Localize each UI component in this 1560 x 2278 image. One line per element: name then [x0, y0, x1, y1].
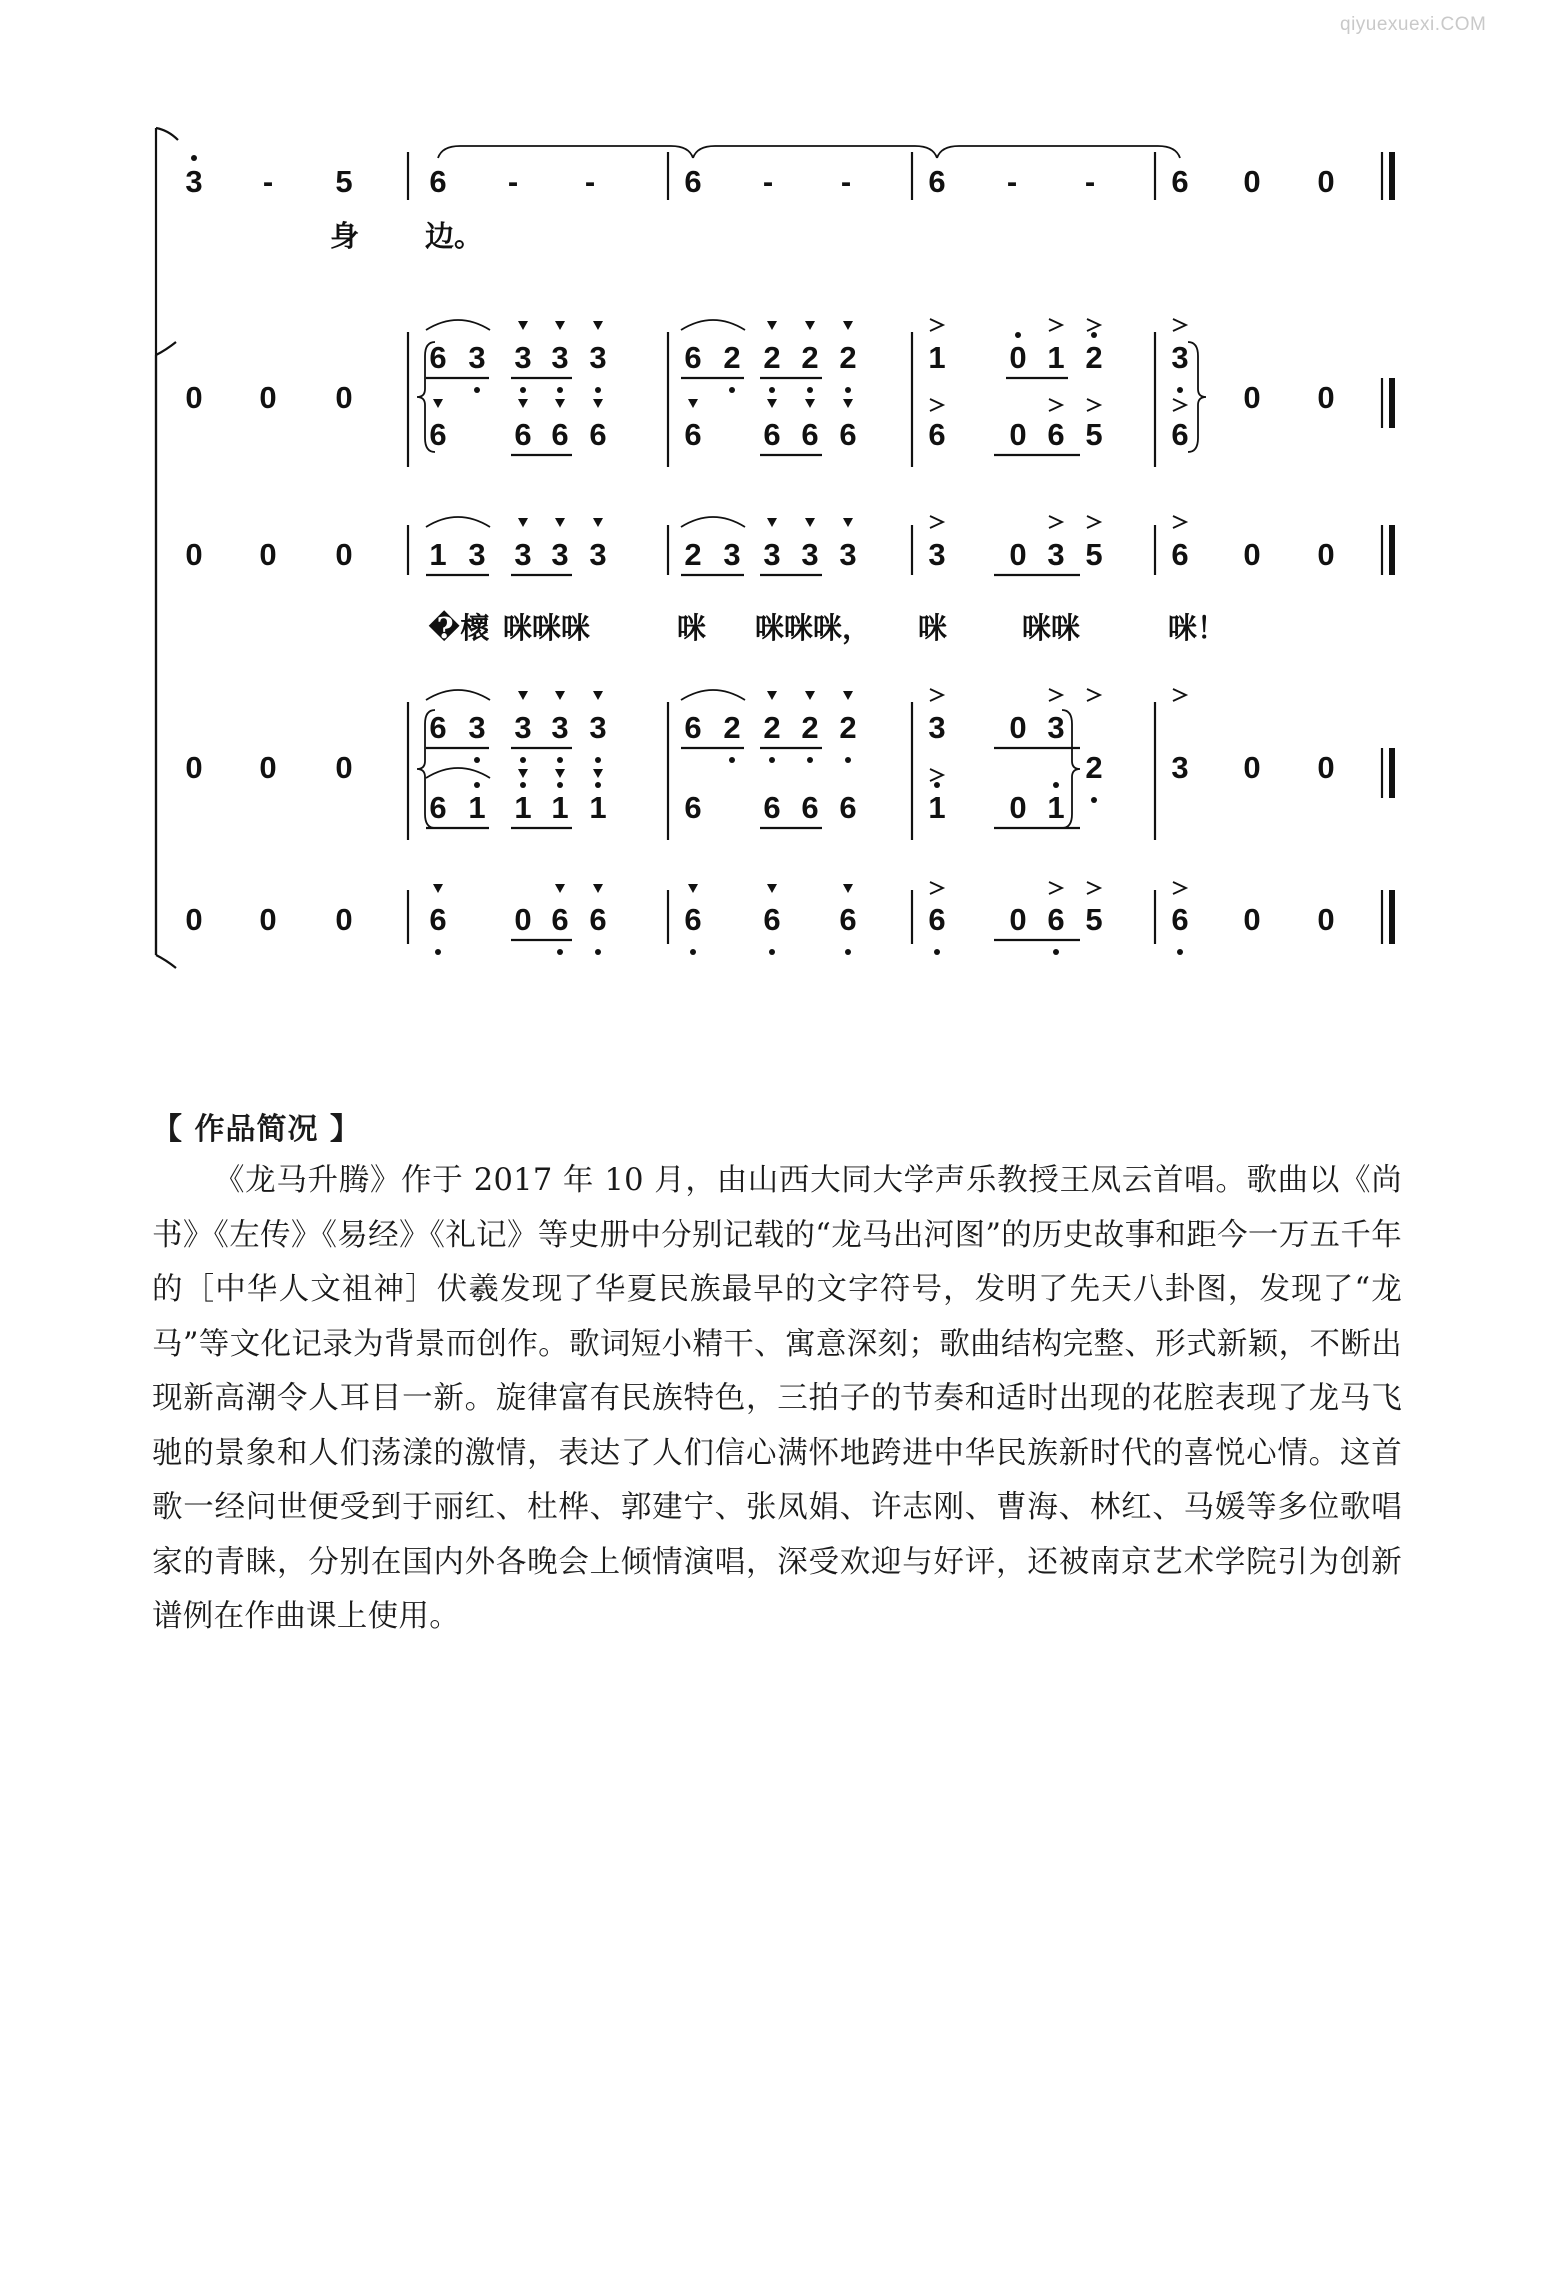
score-note: 2 [1085, 750, 1103, 785]
score-note: 3 [589, 710, 607, 745]
staccato-mark [518, 321, 528, 330]
staccato-mark [555, 691, 565, 700]
octave-dot [595, 387, 601, 393]
score-note: 6 [589, 417, 607, 452]
score-note: 6 [1171, 902, 1189, 937]
octave-dot [474, 757, 480, 763]
score-note: 0 [259, 537, 277, 572]
accent-mark [930, 689, 943, 701]
octave-dot [729, 757, 735, 763]
score-note: 6 [928, 902, 946, 937]
score-note: 0 [185, 902, 203, 937]
final-bar-thick [1389, 890, 1395, 944]
score-note: 0 [1243, 902, 1261, 937]
score-note: 1 [468, 790, 486, 825]
lyric-text: 身 [330, 219, 360, 253]
score-note: 0 [1009, 537, 1027, 572]
score-note: 0 [1243, 750, 1261, 785]
staccato-mark [593, 399, 603, 408]
score-note: 3 [589, 537, 607, 572]
score-note: 6 [801, 790, 819, 825]
octave-dot [1177, 387, 1183, 393]
accent-mark [1087, 319, 1100, 331]
octave-dot [845, 387, 851, 393]
staccato-mark [843, 399, 853, 408]
accent-mark [1049, 689, 1062, 701]
staccato-mark [805, 691, 815, 700]
score-note: - [762, 164, 774, 199]
slur-arc [681, 320, 745, 330]
octave-dot [729, 387, 735, 393]
accent-mark [1049, 399, 1062, 411]
final-bar-thick [1389, 152, 1395, 200]
octave-dot [595, 757, 601, 763]
accent-mark [1173, 689, 1186, 701]
staccato-mark [688, 399, 698, 408]
score-note: 0 [1317, 164, 1335, 199]
score-note: 3 [514, 710, 532, 745]
score-note: 0 [1243, 537, 1261, 572]
score-note: 6 [684, 790, 702, 825]
accent-mark [1049, 516, 1062, 528]
staccato-mark [555, 884, 565, 893]
octave-dot [520, 782, 526, 788]
octave-dot [474, 387, 480, 393]
score-note: 1 [1047, 790, 1065, 825]
score-note: 6 [429, 790, 447, 825]
score-note: 6 [763, 790, 781, 825]
final-bar-thick [1389, 748, 1395, 798]
choir-bracket-top [156, 342, 176, 355]
score-note: 6 [839, 902, 857, 937]
voice-brace-right [1062, 710, 1080, 828]
tie-arc [438, 146, 693, 158]
staccato-mark [767, 518, 777, 527]
staccato-mark [767, 399, 777, 408]
score-note: 3 [589, 340, 607, 375]
numbered-music-score [0, 0, 1560, 1000]
score-note: 6 [801, 417, 819, 452]
score-note: 6 [1171, 417, 1189, 452]
octave-dot [557, 757, 563, 763]
staccato-mark [433, 884, 443, 893]
score-note: 2 [723, 710, 741, 745]
octave-dot [520, 757, 526, 763]
staccato-mark [433, 399, 443, 408]
score-note: 3 [514, 340, 532, 375]
staccato-mark [518, 399, 528, 408]
octave-dot [769, 757, 775, 763]
score-note: 0 [259, 750, 277, 785]
section-heading: 【 作品简况 】 [152, 1112, 361, 1147]
score-note: 0 [1243, 380, 1261, 415]
staccato-mark [593, 691, 603, 700]
octave-dot [557, 949, 563, 955]
octave-dot [1177, 949, 1183, 955]
score-note: 0 [1317, 380, 1335, 415]
score-note: 3 [468, 710, 486, 745]
score-note: 6 [1047, 902, 1065, 937]
octave-dot [435, 949, 441, 955]
score-note: 2 [723, 340, 741, 375]
score-note: 3 [801, 537, 819, 572]
staccato-mark [805, 321, 815, 330]
score-note: 3 [514, 537, 532, 572]
score-note: 6 [429, 902, 447, 937]
score-note: 0 [335, 380, 353, 415]
octave-dot [1053, 949, 1059, 955]
score-note: 0 [1009, 417, 1027, 452]
octave-dot [934, 782, 940, 788]
accent-mark [1087, 516, 1100, 528]
octave-dot [690, 949, 696, 955]
lyric-text: 咪咪 [1022, 611, 1081, 645]
octave-dot [845, 757, 851, 763]
staccato-mark [518, 691, 528, 700]
octave-dot [769, 387, 775, 393]
score-note: 3 [468, 537, 486, 572]
score-note: 0 [1317, 902, 1335, 937]
slur-arc [426, 320, 490, 330]
score-note: 1 [551, 790, 569, 825]
score-note: 3 [468, 340, 486, 375]
staccato-mark [843, 691, 853, 700]
score-note: 0 [514, 902, 532, 937]
lyric-text: 咪！ [1168, 611, 1227, 645]
score-note: 3 [551, 710, 569, 745]
accent-mark [1049, 319, 1062, 331]
score-note: 5 [1085, 417, 1103, 452]
score-note: 1 [928, 340, 946, 375]
score-note: - [840, 164, 852, 199]
score-note: 6 [684, 710, 702, 745]
tie-arc [937, 146, 1180, 158]
score-note: 0 [1317, 750, 1335, 785]
score-note: - [1006, 164, 1018, 199]
score-note: 5 [1085, 902, 1103, 937]
accent-mark [1173, 882, 1186, 894]
score-note: 3 [1171, 750, 1189, 785]
score-note: 6 [551, 902, 569, 937]
accent-mark [1087, 882, 1100, 894]
octave-dot [845, 949, 851, 955]
score-note: 6 [928, 164, 946, 199]
score-note: 1 [1047, 340, 1065, 375]
score-note: 6 [429, 417, 447, 452]
score-note: - [1084, 164, 1096, 199]
lyric-text: �櫰 [428, 611, 490, 645]
score-note: 3 [928, 537, 946, 572]
octave-dot [557, 387, 563, 393]
score-note: 6 [514, 417, 532, 452]
staccato-mark [555, 518, 565, 527]
score-note: 2 [684, 537, 702, 572]
staccato-mark [593, 518, 603, 527]
score-note: 0 [335, 902, 353, 937]
choir-bracket-bottom [156, 955, 176, 968]
score-note: 2 [839, 340, 857, 375]
accent-mark [1173, 516, 1186, 528]
staccato-mark [518, 518, 528, 527]
accent-mark [930, 399, 943, 411]
watermark: qiyuexuexi.COM [1340, 14, 1487, 35]
accent-mark [1049, 882, 1062, 894]
tie-arc [693, 146, 937, 158]
score-note: - [584, 164, 596, 199]
score-note: 6 [839, 790, 857, 825]
introduction-paragraph: 《龙马升腾》作于 2017 年 10 月，由山西大同大学声乐教授王凤云首唱。歌曲以《尚书》《左传》《易经》《礼记》等史册中分别记载的“龙马出河图”的历史故事和距今一万五千年的［中华人文祖神］伏羲发现了华夏民族最早的文字符号，发明了先天八卦图，发现了“龙马”等文化记录为背景而创作。歌词短小精干、寓意深刻；歌曲结构完整、形式新颖，不断出现新高潮令人耳目一新。旋律富有民族特色，三拍子的节奏和适时出现的花腔表现了龙马飞驰的景象和人们荡漾的激情，表达了人们信心满怀地跨进中华民族新时代的喜悦心情。这首歌一经问世便受到于丽红、杜桦、郭建宁、张凤娟、许志刚、曹海、林红、马媛等多位歌唱家的青睐，分别在国内外各晚会上倾情演唱，深受欢迎与好评，还被南京艺术学院引为创新谱例在作曲课上使用。 [152, 1163, 1402, 1634]
slur-arc [681, 517, 745, 527]
octave-dot [807, 387, 813, 393]
staccato-mark [593, 884, 603, 893]
accent-mark [930, 319, 943, 331]
score-note: 0 [1009, 790, 1027, 825]
staccato-mark [767, 321, 777, 330]
octave-dot [595, 949, 601, 955]
score-note: 6 [684, 164, 702, 199]
score-note: 3 [1047, 537, 1065, 572]
octave-dot [191, 155, 197, 161]
score-note: 2 [839, 710, 857, 745]
score-note: 5 [1085, 537, 1103, 572]
accent-mark [930, 882, 943, 894]
score-note: 6 [429, 164, 447, 199]
score-note: 3 [1047, 710, 1065, 745]
system-bracket-top [156, 128, 178, 140]
score-note: 6 [684, 340, 702, 375]
staccato-mark [805, 399, 815, 408]
score-note: 6 [551, 417, 569, 452]
score-note: 6 [684, 902, 702, 937]
score-note: 2 [801, 710, 819, 745]
score-note: 6 [763, 902, 781, 937]
score-note: 0 [1243, 164, 1261, 199]
octave-dot [595, 782, 601, 788]
staccato-mark [555, 321, 565, 330]
score-note: 6 [589, 902, 607, 937]
score-note: 1 [514, 790, 532, 825]
octave-dot [1091, 797, 1097, 803]
score-note: 3 [839, 537, 857, 572]
slur-arc [681, 690, 745, 700]
score-note: 1 [928, 790, 946, 825]
octave-dot [520, 387, 526, 393]
score-note: 6 [839, 417, 857, 452]
accent-mark [930, 516, 943, 528]
staccato-mark [518, 769, 528, 778]
lyric-text: 咪咪咪 [503, 611, 591, 645]
octave-dot [807, 757, 813, 763]
staccato-mark [767, 691, 777, 700]
score-note: 3 [185, 164, 203, 199]
score-note: 0 [185, 750, 203, 785]
lyric-text: 边。 [425, 219, 484, 253]
score-note: 3 [763, 537, 781, 572]
score-note: 0 [1009, 902, 1027, 937]
staccato-mark [843, 518, 853, 527]
accent-mark [1173, 319, 1186, 331]
score-note: 6 [1047, 417, 1065, 452]
score-note: 2 [801, 340, 819, 375]
score-note: 0 [335, 750, 353, 785]
score-note: 0 [1317, 537, 1335, 572]
accent-mark [930, 769, 943, 781]
score-note: 2 [763, 710, 781, 745]
staccato-mark [555, 399, 565, 408]
slur-arc [426, 690, 490, 700]
score-note: 0 [185, 380, 203, 415]
staccato-mark [555, 769, 565, 778]
score-note: 3 [1171, 340, 1189, 375]
score-note: 2 [763, 340, 781, 375]
score-note: 6 [1171, 537, 1189, 572]
octave-dot [1091, 332, 1097, 338]
score-note: 3 [551, 340, 569, 375]
octave-dot [1053, 782, 1059, 788]
staccato-mark [593, 769, 603, 778]
score-note: 6 [684, 417, 702, 452]
score-note: 3 [928, 710, 946, 745]
score-note: 0 [1009, 340, 1027, 375]
score-note: 1 [589, 790, 607, 825]
score-note: 3 [551, 537, 569, 572]
lyric-text: 咪咪咪， [755, 611, 872, 645]
octave-dot [769, 949, 775, 955]
score-note: 3 [723, 537, 741, 572]
score-note: 0 [259, 902, 277, 937]
final-bar-thick [1389, 378, 1395, 428]
score-note: 6 [429, 710, 447, 745]
work-introduction-section [152, 1104, 1402, 1645]
score-note: 6 [429, 340, 447, 375]
lyric-text: 咪 [918, 611, 948, 645]
score-note: 6 [928, 417, 946, 452]
accent-mark [1173, 399, 1186, 411]
octave-dot [557, 782, 563, 788]
score-note: 0 [1009, 710, 1027, 745]
score-note: - [262, 164, 274, 199]
staccato-mark [767, 884, 777, 893]
score-note: 6 [1171, 164, 1189, 199]
score-note: 0 [335, 537, 353, 572]
final-bar-thick [1389, 525, 1395, 575]
voice-brace-right [1188, 342, 1206, 452]
slur-arc [426, 517, 490, 527]
score-note: 0 [259, 380, 277, 415]
staccato-mark [843, 884, 853, 893]
octave-dot [1015, 332, 1021, 338]
lyric-text: 咪 [677, 611, 707, 645]
score-note: 5 [335, 164, 353, 199]
score-note: 1 [429, 537, 447, 572]
staccato-mark [843, 321, 853, 330]
staccato-mark [593, 321, 603, 330]
slur-arc [426, 768, 490, 778]
score-note: 2 [1085, 340, 1103, 375]
staccato-mark [805, 518, 815, 527]
accent-mark [1087, 399, 1100, 411]
score-note: - [507, 164, 519, 199]
score-note: 6 [763, 417, 781, 452]
staccato-mark [688, 884, 698, 893]
octave-dot [934, 949, 940, 955]
accent-mark [1087, 689, 1100, 701]
score-note: 0 [185, 537, 203, 572]
octave-dot [474, 782, 480, 788]
